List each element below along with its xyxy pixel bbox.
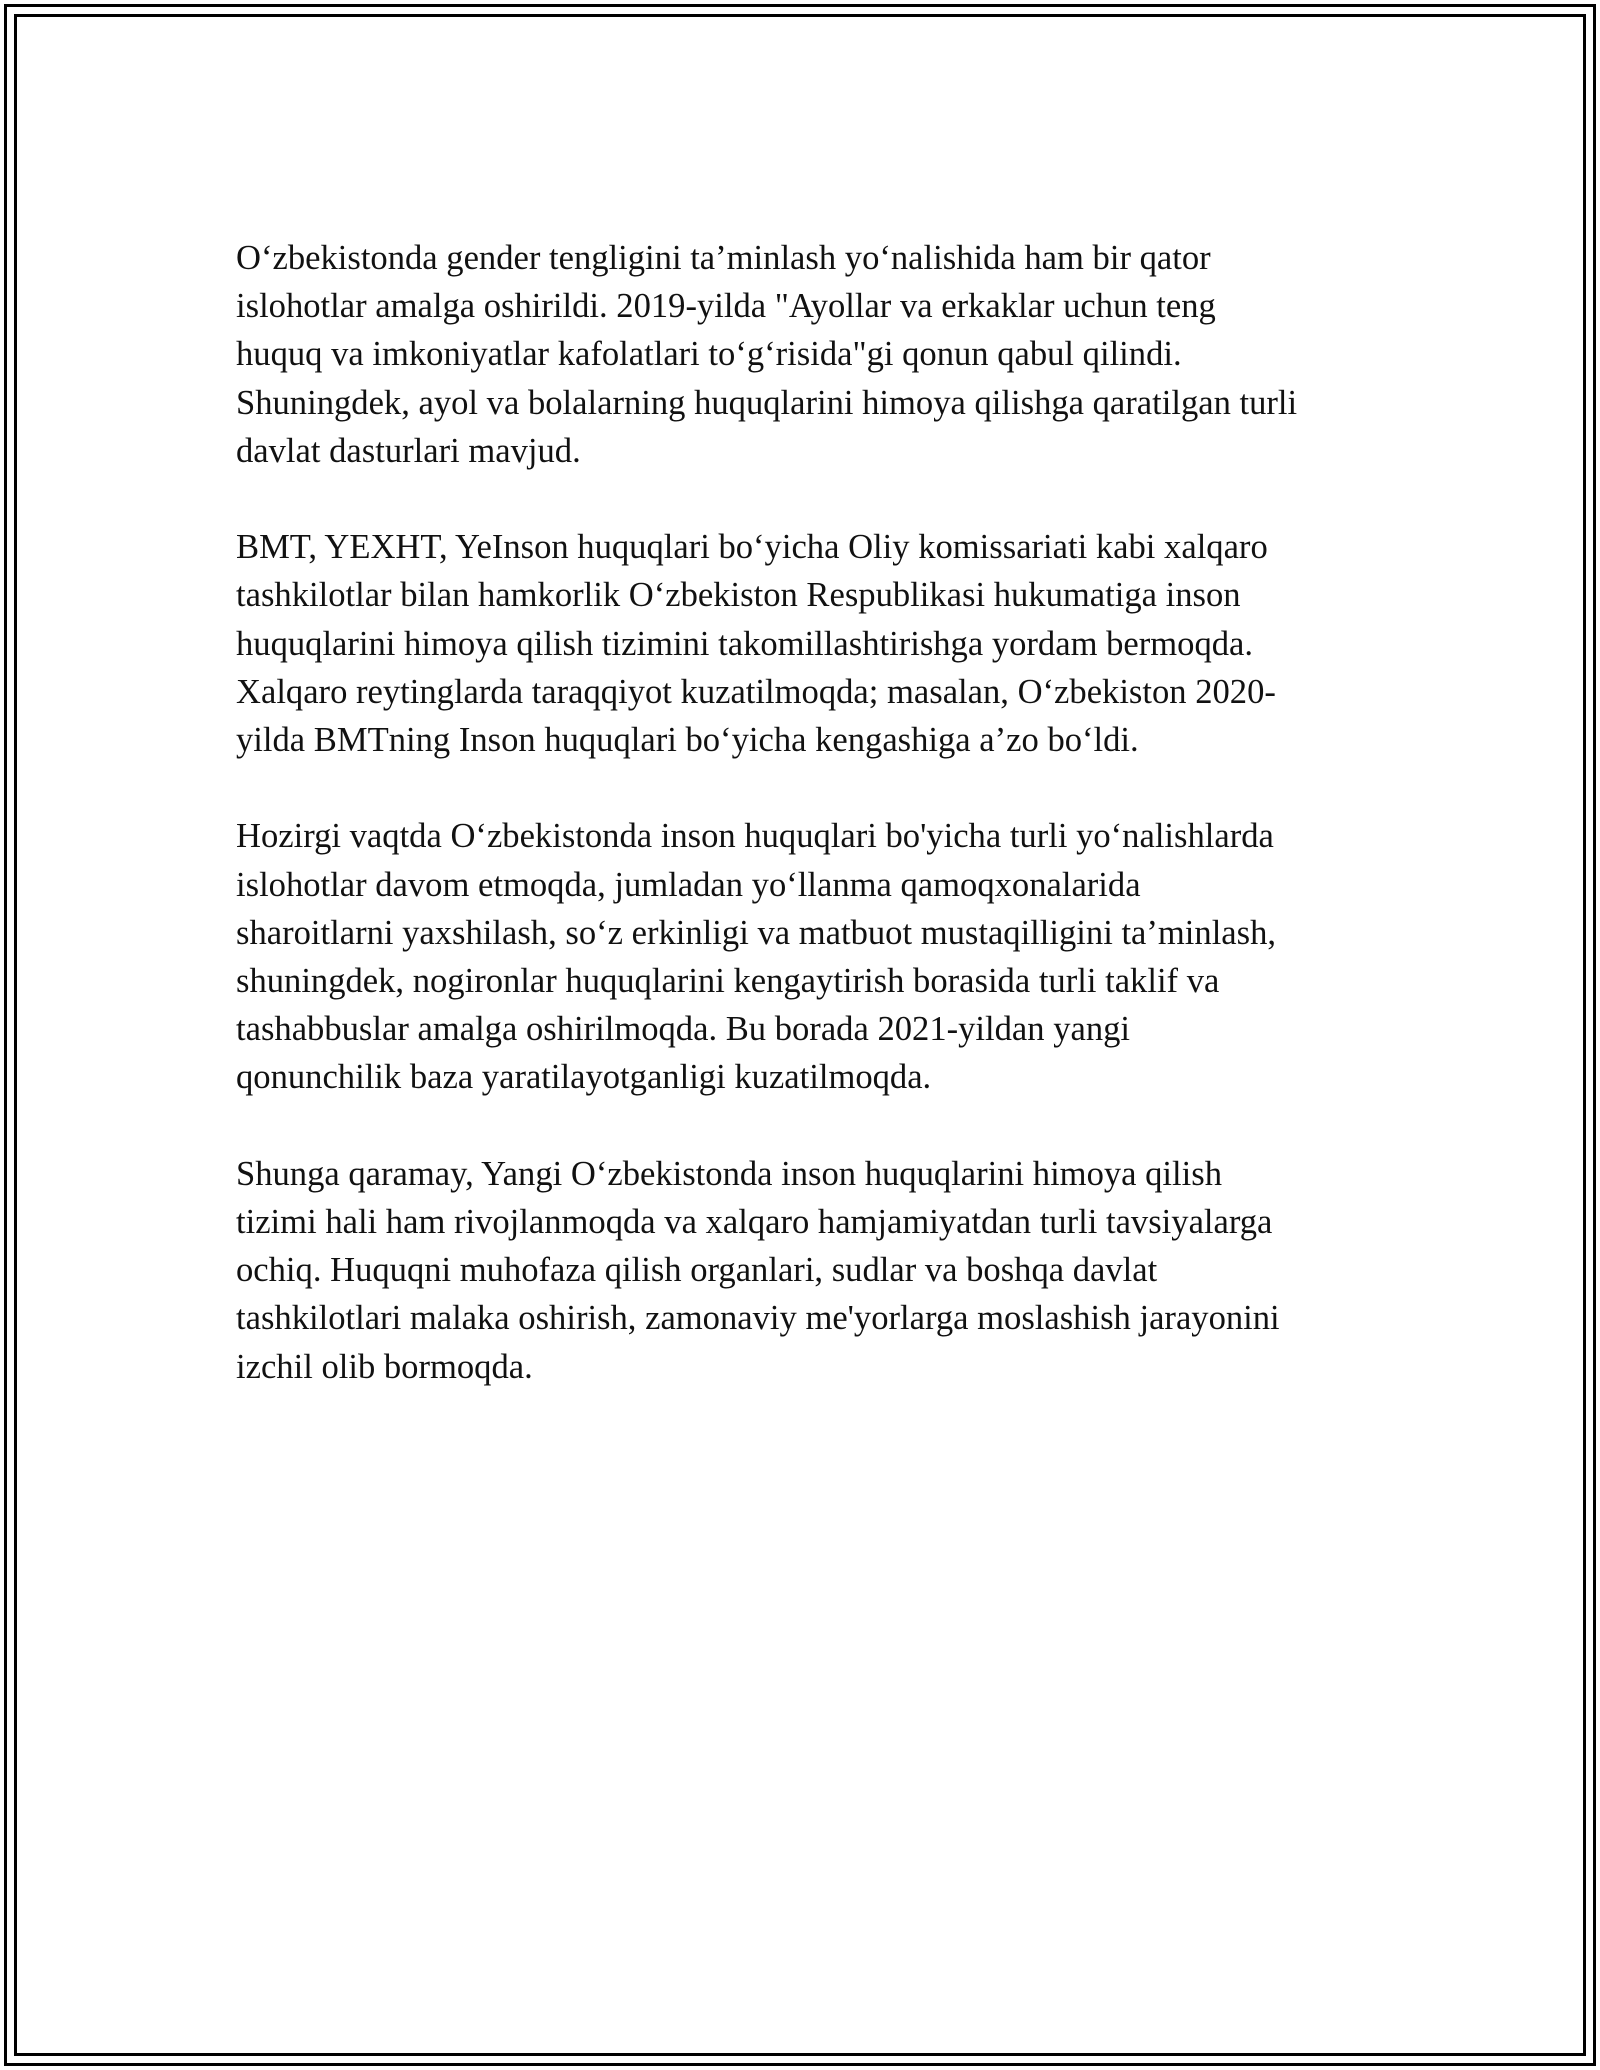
text-line: islohotlar davom etmoqda, jumladan yo‘llanma qamoqxonalarida [236,865,1141,904]
text-line: Shuningdek, ayol va bolalarning huquqlarini himoya qilishga qaratilgan turli [236,383,1298,422]
paragraph-gender-equality [236,234,1381,475]
text-line: tashkilotlar bilan hamkorlik O‘zbekiston Respublikasi hukumatiga inson [236,576,1241,615]
paragraph-current-reforms [236,812,1381,1101]
text-line: yilda BMTning Inson huquqlari bo‘yicha kengashiga a’zo bo‘ldi. [236,721,1139,760]
text-line: Shunga qaramay, Yangi O‘zbekistonda inson huquqlarini himoya qilish [236,1154,1222,1193]
text-line: O‘zbekistonda gender tengligini ta’minlash yo‘nalishida ham bir qator [236,239,1211,277]
text-line: tizimi hali ham rivojlanmoqda va xalqaro hamjamiyatdan turli tavsiyalarga [236,1203,1273,1242]
text-line: BMT, YEXHT, YeInson huquqlari bo‘yicha Oliy komissariati kabi xalqaro [236,528,1268,567]
text-line: ochiq. Huquqni muhofaza qilish organlari, sudlar va boshqa davlat [236,1251,1158,1290]
text-line: tashabbuslar amalga oshirilmoqda. Bu borada 2021-yildan yangi [236,1010,1131,1049]
paragraph-international-cooperation [236,523,1381,764]
text-line: shuningdek, nogironlar huquqlarini kengaytirish borasida turli taklif va [236,962,1220,1001]
text-line: sharoitlarni yaxshilash, so‘z erkinligi va matbuot mustaqilligini ta’minlash, [236,913,1277,952]
text-line: Xalqaro reytinglarda taraqqiyot kuzatilmoqda; masalan, O‘zbekiston 2020- [236,672,1276,711]
text-line: izchil olib bormoqda. [236,1347,533,1386]
text-line: tashkilotlari malaka oshirish, zamonaviy me'yorlarga moslashish jarayonini [236,1299,1280,1338]
text-line: islohotlar amalga oshirildi. 2019-yilda "Ayollar va erkaklar uchun teng [236,287,1216,326]
paragraph-development-system [236,1150,1381,1391]
text-line: huquq va imkoniyatlar kafolatlari to‘g‘risida"gi qonun qabul qilindi. [236,335,1182,374]
text-line: davlat dasturlari mavjud. [236,431,581,470]
document-body [236,234,1381,1439]
text-line: qonunchilik baza yaratilayotganligi kuzatilmoqda. [236,1058,932,1097]
text-line: Hozirgi vaqtda O‘zbekistonda inson huquqlari bo'yicha turli yo‘nalishlarda [236,817,1274,856]
text-line: huquqlarini himoya qilish tizimini takomillashtirishga yordam bermoqda. [236,624,1254,663]
